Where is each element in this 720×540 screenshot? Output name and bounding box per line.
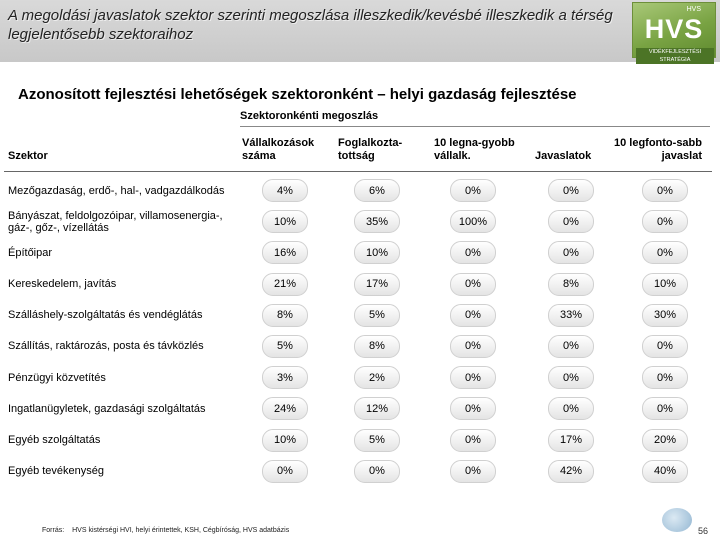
- value-cell: 0%: [642, 210, 688, 233]
- distribution-divider: [240, 126, 710, 127]
- value-cell: 0%: [262, 460, 308, 483]
- table-row: [4, 237, 712, 268]
- sector-name: Egyéb szolgáltatás: [8, 434, 101, 446]
- header-divider: [4, 171, 712, 172]
- value-cell: 0%: [642, 335, 688, 358]
- value-cell: 5%: [262, 335, 308, 358]
- sector-name: Bányászat, feldolgozóipar, villamosenergia-, gáz-, gőz-, vízellátás: [8, 209, 223, 234]
- value-cell: 0%: [548, 397, 594, 420]
- column-header-top10-companies: 10 legna-gyobb vállalk.: [434, 137, 515, 162]
- value-cell: 8%: [354, 335, 400, 358]
- value-cell: 0%: [450, 460, 496, 483]
- table-row: [4, 456, 712, 487]
- value-cell: 0%: [642, 179, 688, 202]
- source-text: HVS kistérségi HVI, helyi érintettek, KSH, Cégbíróság, HVS adatbázis: [72, 527, 290, 534]
- value-cell: 35%: [354, 210, 400, 233]
- value-cell: 0%: [548, 335, 594, 358]
- value-cell: 30%: [642, 304, 688, 327]
- value-cell: 0%: [642, 366, 688, 389]
- logo-top-text: HVS: [686, 6, 701, 13]
- value-cell: 0%: [450, 241, 496, 264]
- value-cell: 4%: [262, 179, 308, 202]
- value-cell: 0%: [548, 241, 594, 264]
- sector-name: Pénzügyi közvetítés: [8, 371, 106, 384]
- logo-subtitle: VIDÉKFEJLESZTÉSI STRATÉGIA: [636, 48, 714, 64]
- value-cell: 40%: [642, 460, 688, 483]
- value-cell: 3%: [262, 366, 308, 389]
- source-label: Forrás:: [42, 527, 65, 534]
- table-row: [4, 175, 712, 206]
- value-cell: 20%: [642, 429, 688, 452]
- value-cell: 0%: [450, 366, 496, 389]
- logo-mark: HVS: [644, 14, 704, 44]
- table-row: [4, 393, 712, 424]
- value-cell: 10%: [354, 241, 400, 264]
- sector-name: Építőipar: [8, 246, 53, 259]
- value-cell: 0%: [450, 397, 496, 420]
- value-cell: 0%: [450, 304, 496, 327]
- value-cell: 5%: [354, 429, 400, 452]
- value-cell: 8%: [262, 304, 308, 327]
- column-header-employment: Foglalkozta-tottság: [338, 137, 403, 162]
- partner-logo: [662, 508, 692, 532]
- value-cell: 42%: [548, 460, 594, 483]
- value-cell: 10%: [262, 210, 308, 233]
- value-cell: 6%: [354, 179, 400, 202]
- table-row: [4, 331, 712, 362]
- distribution-label: Szektoronkénti megoszlás: [240, 110, 379, 122]
- value-cell: 0%: [450, 179, 496, 202]
- sector-table: [4, 175, 712, 487]
- column-header-sector: Szektor: [8, 150, 48, 162]
- value-cell: 24%: [262, 397, 308, 420]
- value-cell: 10%: [262, 429, 308, 452]
- value-cell: 33%: [548, 304, 594, 327]
- table-row: [4, 362, 712, 393]
- value-cell: 21%: [262, 273, 308, 296]
- slide-title: A megoldási javaslatok szektor szerinti megoszlása illeszkedik/kevésbé illeszkedik a térség legjelentősebb szektoraihoz: [8, 7, 613, 43]
- source-note: [42, 527, 295, 534]
- value-cell: 16%: [262, 241, 308, 264]
- value-cell: 2%: [354, 366, 400, 389]
- value-cell: 10%: [642, 273, 688, 296]
- value-cell: 0%: [642, 397, 688, 420]
- sector-name: Szálláshely-szolgáltatás és vendéglátás: [8, 309, 203, 322]
- sector-name: Szállítás, raktározás, posta és távközlés: [8, 340, 204, 353]
- sector-name: Ingatlanügyletek, gazdasági szolgáltatás: [8, 402, 206, 415]
- value-cell: 0%: [642, 241, 688, 264]
- column-header-businesses: Vállalkozások száma: [242, 137, 315, 162]
- value-cell: 0%: [450, 335, 496, 358]
- sector-name: Kereskedelem, javítás: [8, 278, 117, 291]
- sector-name: Egyéb tevékenység: [8, 465, 105, 478]
- value-cell: 0%: [548, 210, 594, 233]
- table-row: [4, 269, 712, 300]
- value-cell: 0%: [548, 179, 594, 202]
- table-row: [4, 425, 712, 456]
- value-cell: 0%: [548, 366, 594, 389]
- column-header-proposals: Javaslatok: [535, 150, 592, 162]
- value-cell: 5%: [354, 304, 400, 327]
- value-cell: 12%: [354, 397, 400, 420]
- value-cell: 0%: [450, 429, 496, 452]
- value-cell: 100%: [450, 210, 496, 233]
- hvs-logo: [632, 2, 716, 63]
- table-row: [4, 206, 712, 237]
- sector-name: Mezőgazdaság, erdő-, hal-, vadgazdálkodás: [8, 184, 225, 197]
- value-cell: 0%: [354, 460, 400, 483]
- column-header-top10-proposals: 10 legfonto-sabb javaslat: [613, 137, 702, 162]
- value-cell: 17%: [354, 273, 400, 296]
- value-cell: 8%: [548, 273, 594, 296]
- section-title: Azonosított fejlesztési lehetőségek szektoronként – helyi gazdaság fejlesztése: [18, 86, 577, 103]
- table-row: [4, 300, 712, 331]
- value-cell: 17%: [548, 429, 594, 452]
- value-cell: 0%: [450, 273, 496, 296]
- page-number: 56: [698, 526, 709, 536]
- slide-header: [0, 0, 720, 62]
